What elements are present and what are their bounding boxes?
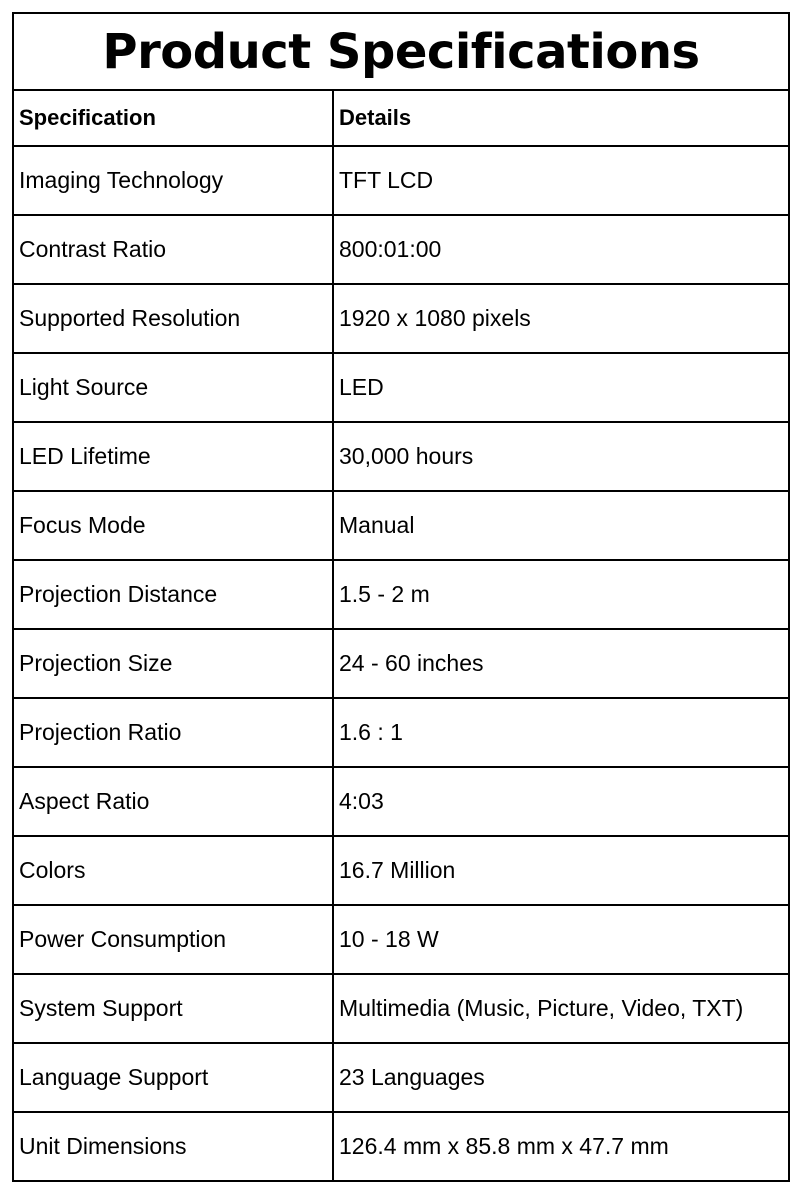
- spec-name-cell: Projection Distance: [13, 560, 333, 629]
- spec-detail-cell: Manual: [333, 491, 789, 560]
- table-row: [13, 284, 789, 353]
- table-row: [13, 353, 789, 422]
- table-row: [13, 422, 789, 491]
- spec-name-cell: Aspect Ratio: [13, 767, 333, 836]
- spec-name-cell: Supported Resolution: [13, 284, 333, 353]
- spec-name-cell: Colors: [13, 836, 333, 905]
- spec-name-cell: Focus Mode: [13, 491, 333, 560]
- spec-name-cell: LED Lifetime: [13, 422, 333, 491]
- spec-detail-cell: 23 Languages: [333, 1043, 789, 1112]
- table-row: [13, 491, 789, 560]
- spec-detail-cell: LED: [333, 353, 789, 422]
- spec-name-cell: Contrast Ratio: [13, 215, 333, 284]
- table-body: [13, 146, 789, 1181]
- spec-name-cell: Projection Ratio: [13, 698, 333, 767]
- spec-detail-cell: 24 - 60 inches: [333, 629, 789, 698]
- column-header-details: Details: [333, 90, 789, 146]
- spec-name-cell: Light Source: [13, 353, 333, 422]
- spec-name-cell: Power Consumption: [13, 905, 333, 974]
- spec-detail-cell: 800:01:00: [333, 215, 789, 284]
- table-row: [13, 905, 789, 974]
- table-row: [13, 974, 789, 1043]
- table-row: [13, 1112, 789, 1181]
- table-row: [13, 215, 789, 284]
- spec-detail-cell: 30,000 hours: [333, 422, 789, 491]
- table-row: [13, 629, 789, 698]
- table-row: [13, 767, 789, 836]
- spec-name-cell: Imaging Technology: [13, 146, 333, 215]
- spec-name-cell: Projection Size: [13, 629, 333, 698]
- spec-detail-cell: 4:03: [333, 767, 789, 836]
- spec-detail-cell: 1.5 - 2 m: [333, 560, 789, 629]
- spec-detail-cell: 1920 x 1080 pixels: [333, 284, 789, 353]
- spec-name-cell: Unit Dimensions: [13, 1112, 333, 1181]
- header-row: [13, 90, 789, 146]
- title-row: [13, 13, 789, 90]
- spec-detail-cell: 10 - 18 W: [333, 905, 789, 974]
- spec-name-cell: Language Support: [13, 1043, 333, 1112]
- table-row: [13, 836, 789, 905]
- spec-table: [12, 12, 790, 1182]
- page-title: Product Specifications: [13, 13, 789, 90]
- table-row: [13, 1043, 789, 1112]
- spec-detail-cell: 16.7 Million: [333, 836, 789, 905]
- table-row: [13, 560, 789, 629]
- spec-detail-cell: 126.4 mm x 85.8 mm x 47.7 mm: [333, 1112, 789, 1181]
- table-row: [13, 698, 789, 767]
- column-header-specification: Specification: [13, 90, 333, 146]
- spec-detail-cell: TFT LCD: [333, 146, 789, 215]
- spec-detail-cell: 1.6 : 1: [333, 698, 789, 767]
- spec-detail-cell: Multimedia (Music, Picture, Video, TXT): [333, 974, 789, 1043]
- spec-name-cell: System Support: [13, 974, 333, 1043]
- table-row: [13, 146, 789, 215]
